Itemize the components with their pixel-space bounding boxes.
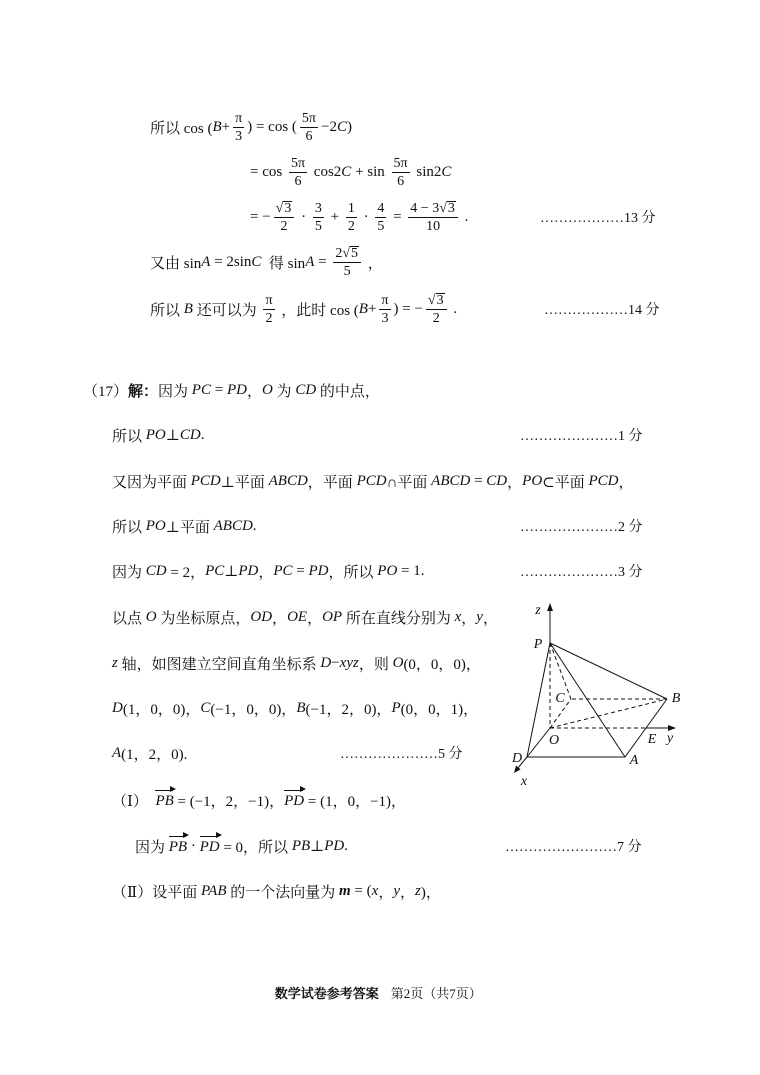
text-fragment: ⊂平面: [542, 474, 589, 491]
text-fragment: =: [292, 562, 309, 579]
line-part-2-normal-vector: [112, 868, 441, 914]
math-variable: C: [341, 163, 352, 180]
text-fragment: 所以 cos (: [150, 120, 213, 137]
text-fragment: （Ⅱ）设平面: [112, 884, 201, 901]
square-root: [428, 292, 445, 309]
text-fragment: ⊥: [310, 838, 325, 855]
line-planes-perpendicular: [112, 458, 634, 504]
text-fragment: ，: [618, 474, 634, 491]
text-fragment: ⊥平面: [220, 474, 269, 491]
text-fragment: 6: [294, 173, 302, 189]
fraction: [274, 200, 295, 235]
math-variable: ABCD: [268, 472, 308, 489]
fraction: [375, 200, 386, 235]
text-fragment: = (−1，2，−1)，: [173, 793, 285, 810]
text-fragment: .: [449, 300, 458, 317]
text-fragment: （Ⅰ）: [112, 793, 156, 810]
label-o: O: [548, 733, 560, 748]
text-fragment: 得 sin: [261, 255, 306, 272]
label-e: E: [647, 732, 657, 747]
denominator: [379, 310, 390, 327]
math-variable: D: [320, 654, 332, 671]
math-variable: OP: [322, 608, 343, 625]
score-7-points: ……………………7 分: [505, 840, 642, 855]
page-footer: [0, 967, 750, 1002]
text-fragment: (1，0，0)，: [122, 701, 201, 718]
text-fragment: 为坐标原点，: [156, 610, 251, 627]
numerator: [408, 200, 458, 218]
math-variable: PD: [226, 381, 247, 398]
line-expand-cos-difference: [250, 149, 451, 195]
denominator: [333, 263, 361, 280]
math-variable: xyz: [339, 654, 359, 671]
text-fragment: ⊥: [224, 563, 239, 580]
radicand: √ 5: [351, 245, 359, 261]
line-cos-b-plus-pi-over-3: [150, 104, 352, 150]
text-fragment: ∩平面: [386, 474, 432, 491]
text-fragment: = 0，所以: [219, 839, 292, 856]
text-fragment: 5π: [393, 155, 408, 171]
text-fragment: .: [252, 517, 257, 534]
text-fragment: 3: [381, 310, 389, 326]
text-fragment: )，: [420, 884, 441, 901]
text-fragment: ，: [482, 610, 498, 627]
math-variable: ABCD: [431, 472, 471, 489]
line-part-1-vectors: [112, 777, 406, 823]
text-fragment: = −: [250, 208, 271, 225]
square-root: [276, 200, 293, 217]
text-fragment: π: [265, 292, 273, 308]
text-fragment: sin2: [412, 163, 442, 180]
text-fragment: = 2，: [166, 564, 206, 581]
text-fragment: ) = cos (: [247, 118, 297, 135]
text-fragment: ，平面: [307, 474, 357, 491]
text-fragment: （17）: [83, 383, 129, 400]
text-fragment: 5: [377, 218, 385, 234]
math-variable: A: [201, 253, 211, 270]
text-fragment: 因为: [112, 564, 146, 581]
text-fragment: ，: [307, 610, 323, 627]
text-fragment: 的中点，: [316, 383, 380, 400]
score-14-points: ………………14 分: [544, 303, 660, 318]
z-axis-arrow-icon: [547, 603, 553, 611]
text-fragment: 所以: [112, 428, 146, 445]
pyramid-coordinate-figure: [500, 600, 690, 792]
text-fragment: (1，2，0).: [121, 746, 188, 763]
math-variable: z: [415, 882, 421, 899]
fraction: [300, 110, 318, 145]
math-variable: y: [393, 882, 401, 899]
text-fragment: 所以: [150, 302, 184, 319]
math-variable: B: [358, 300, 368, 317]
math-variable: PCD: [190, 472, 221, 489]
line-point-coordinates: [112, 685, 478, 731]
math-variable: B: [212, 118, 222, 135]
text-fragment: .: [344, 837, 348, 854]
line-coordinate-origin: [112, 594, 498, 640]
math-variable: PC: [205, 562, 225, 579]
denominator: [346, 218, 357, 235]
math-variable: PD: [308, 562, 329, 579]
text-fragment: 2: [335, 245, 343, 261]
fraction: [346, 200, 357, 235]
text-fragment: 因为: [135, 839, 169, 856]
label-b: B: [671, 691, 681, 706]
text-fragment: 所在直线分别为: [342, 610, 455, 627]
fraction: [263, 292, 274, 327]
numerator: [333, 245, 361, 263]
text-fragment: +: [367, 300, 377, 317]
text-fragment: ，: [258, 564, 274, 581]
text-fragment: +: [326, 208, 343, 225]
text-fragment: (−1，0，0)，: [210, 701, 297, 718]
label-a: A: [629, 753, 639, 768]
numerator: [233, 110, 244, 128]
math-variable: PD: [324, 837, 345, 854]
line-sin-a-from-sin-c: [150, 239, 383, 285]
text-fragment: .: [460, 208, 469, 225]
line-point-a-coordinates: [112, 730, 187, 776]
denominator: [274, 218, 295, 235]
vector-symbol: m: [339, 882, 351, 899]
text-fragment: ，: [246, 383, 262, 400]
text-fragment: 4 − 3: [410, 200, 440, 216]
math-variable: C: [336, 118, 347, 135]
score-5-points: …………………5 分: [340, 747, 463, 762]
math-variable: y: [476, 608, 483, 625]
math-variable: OE: [287, 608, 308, 625]
math-variable: CD: [145, 562, 167, 579]
text-fragment: ，则: [358, 656, 393, 673]
numerator: [313, 200, 324, 218]
text-fragment: 又因为平面: [112, 474, 191, 491]
vector-arrow: PD: [284, 792, 305, 809]
line-b-equals-pi-over-2: [150, 286, 457, 332]
math-variable: B: [183, 300, 193, 317]
denominator: [426, 310, 447, 327]
math-variable: PO: [522, 472, 543, 489]
fraction: [408, 200, 458, 235]
text-fragment: 还可以为: [192, 302, 261, 319]
text-fragment: 6: [305, 128, 313, 144]
math-variable: PB: [291, 837, 311, 854]
math-variable: PC: [191, 381, 211, 398]
math-variable: C: [200, 699, 211, 716]
score-13-points: ………………13 分: [540, 211, 656, 226]
label-z: z: [535, 603, 541, 618]
math-variable: x: [454, 608, 462, 625]
math-variable: PC: [273, 562, 293, 579]
text-fragment: ·: [297, 208, 310, 225]
text-fragment: 5: [314, 218, 322, 234]
numerator: [300, 110, 318, 128]
denominator: [313, 218, 324, 235]
denominator: [233, 128, 244, 145]
footer-title: 数学试卷参考答案: [274, 986, 379, 1001]
line-po-perp-cd: [112, 412, 204, 458]
math-variable: A: [112, 744, 122, 761]
text-fragment: 6: [397, 173, 405, 189]
text-fragment: 5π: [301, 110, 316, 126]
line-numeric-evaluation: [250, 194, 468, 240]
vector-arrow: PB: [168, 838, 188, 855]
text-fragment: −2: [321, 118, 337, 135]
text-fragment: 1: [347, 200, 355, 216]
text-fragment: ·: [359, 208, 373, 225]
text-fragment: ·: [187, 837, 200, 854]
label-y: y: [666, 731, 674, 746]
math-variable: PO: [145, 517, 166, 534]
score-2-points: …………………2 分: [520, 520, 643, 535]
label-x: x: [520, 774, 528, 789]
vector-arrow: PD: [199, 838, 220, 855]
math-variable: z: [112, 654, 118, 671]
fraction: [289, 155, 307, 190]
denominator: [289, 173, 307, 190]
line-coordinate-system: [112, 640, 481, 686]
radicand: √ 3: [436, 292, 444, 308]
math-variable: O: [261, 381, 273, 398]
text-fragment: = (1，0，−1)，: [304, 793, 407, 810]
text-fragment: ，: [272, 610, 288, 627]
vector-arrow: PB: [155, 792, 174, 809]
math-variable: P: [391, 699, 401, 716]
fraction: [379, 292, 390, 327]
text-fragment: = (: [350, 882, 372, 899]
text-fragment: = 1.: [397, 562, 425, 579]
text-fragment: ，: [378, 884, 394, 901]
text-fragment: (−1，2，0)，: [305, 701, 392, 718]
math-variable: A: [305, 253, 315, 270]
text-fragment: (0，0，1)，: [400, 701, 479, 718]
text-fragment: 4: [377, 200, 385, 216]
math-variable: PCD: [588, 472, 619, 489]
fraction: [233, 110, 244, 145]
numerator: [346, 200, 357, 218]
line-dot-product-zero: [135, 823, 348, 869]
text-fragment: ，此时 cos (: [277, 302, 359, 319]
math-variable: C: [441, 163, 452, 180]
math-variable: PO: [145, 426, 166, 443]
text-fragment: ，: [507, 474, 523, 491]
radicand: √ 3: [447, 200, 455, 216]
numerator: [375, 200, 386, 218]
math-variable: PO: [377, 562, 398, 579]
math-variable: PCD: [356, 472, 387, 489]
math-variable: CD: [179, 426, 201, 443]
text-fragment: 3: [314, 200, 322, 216]
text-fragment: 3: [235, 128, 243, 144]
math-variable: PD: [238, 562, 259, 579]
text-fragment: =: [470, 472, 487, 489]
math-variable: B: [296, 699, 306, 716]
edge-od: [527, 728, 550, 757]
text-fragment: 的一个法向量为: [226, 884, 340, 901]
text-fragment: 为: [272, 383, 296, 400]
score-1-point: …………………1 分: [520, 429, 643, 444]
text-fragment: 2: [347, 218, 355, 234]
text-fragment: .: [200, 426, 205, 443]
text-fragment: ) = −: [393, 300, 423, 317]
text-fragment: =: [210, 381, 227, 398]
text-fragment: = 2sin: [210, 253, 252, 270]
text-fragment: 2: [432, 310, 440, 326]
text-fragment: (0，0，0)，: [403, 656, 481, 673]
math-variable: CD: [295, 381, 317, 398]
text-fragment: 以点: [112, 610, 146, 627]
text-fragment: + sin: [351, 163, 389, 180]
square-root: [439, 200, 456, 217]
text-fragment: 2: [280, 218, 288, 234]
math-variable: ABCD: [213, 517, 253, 534]
numerator: [392, 155, 410, 173]
text-fragment: ，: [461, 610, 477, 627]
text-fragment: ⊥平面: [165, 519, 214, 536]
math-variable: O: [145, 608, 157, 625]
numerator: [274, 200, 295, 218]
denominator: [263, 310, 274, 327]
text-fragment: 5π: [290, 155, 306, 171]
numerator: [379, 292, 390, 310]
text-fragment: 轴，如图建立空间直角坐标系: [117, 656, 321, 673]
text-fragment: cos2: [310, 163, 342, 180]
text-fragment: 因为: [158, 383, 192, 400]
fraction: [333, 245, 361, 280]
text-fragment: π: [381, 292, 389, 308]
score-3-points: …………………3 分: [520, 565, 643, 580]
text-fragment: ⊥: [165, 427, 180, 444]
numerator: [263, 292, 274, 310]
numerator: [289, 155, 307, 173]
bold-label: 解：: [128, 383, 159, 400]
text-fragment: 所以: [112, 519, 146, 536]
line-po-perp-plane-abcd: [112, 503, 257, 549]
text-fragment: = cos: [250, 163, 286, 180]
math-variable: PAB: [200, 882, 227, 899]
denominator: [392, 173, 410, 190]
text-fragment: −: [331, 654, 340, 671]
label-p: P: [533, 637, 543, 652]
line-po-equals-1: [112, 548, 425, 594]
fraction: [392, 155, 410, 190]
denominator: [408, 218, 458, 235]
line-problem-17-start: [83, 367, 380, 413]
math-variable: O: [392, 654, 404, 671]
text-fragment: 2: [265, 310, 273, 326]
footer-page-number: 第2页（共7页）: [390, 986, 482, 1001]
x-axis-arrow-icon: [514, 766, 521, 773]
numerator: [426, 292, 447, 310]
math-variable: D: [112, 699, 123, 716]
text-fragment: =: [314, 253, 331, 270]
radicand: √ 3: [284, 200, 292, 216]
math-variable: x: [371, 882, 379, 899]
math-variable: C: [251, 253, 262, 270]
text-fragment: +: [221, 118, 231, 135]
text-fragment: ，所以: [328, 564, 378, 581]
edge-pd: [527, 643, 550, 757]
text-fragment: π: [235, 110, 243, 126]
square-root: [342, 245, 359, 262]
fraction: [313, 200, 324, 235]
denominator: [300, 128, 318, 145]
text-fragment: 又由 sin: [150, 255, 202, 272]
text-fragment: =: [389, 208, 406, 225]
math-variable: OD: [250, 608, 273, 625]
text-fragment: ，: [364, 255, 383, 272]
text-fragment: ): [346, 118, 352, 135]
fraction: [426, 292, 447, 327]
text-fragment: ，: [400, 884, 416, 901]
label-d: D: [511, 751, 523, 766]
label-c: C: [555, 691, 565, 706]
text-fragment: 5: [343, 263, 351, 279]
math-variable: CD: [486, 472, 508, 489]
denominator: [375, 218, 386, 235]
text-fragment: 10: [426, 218, 441, 234]
